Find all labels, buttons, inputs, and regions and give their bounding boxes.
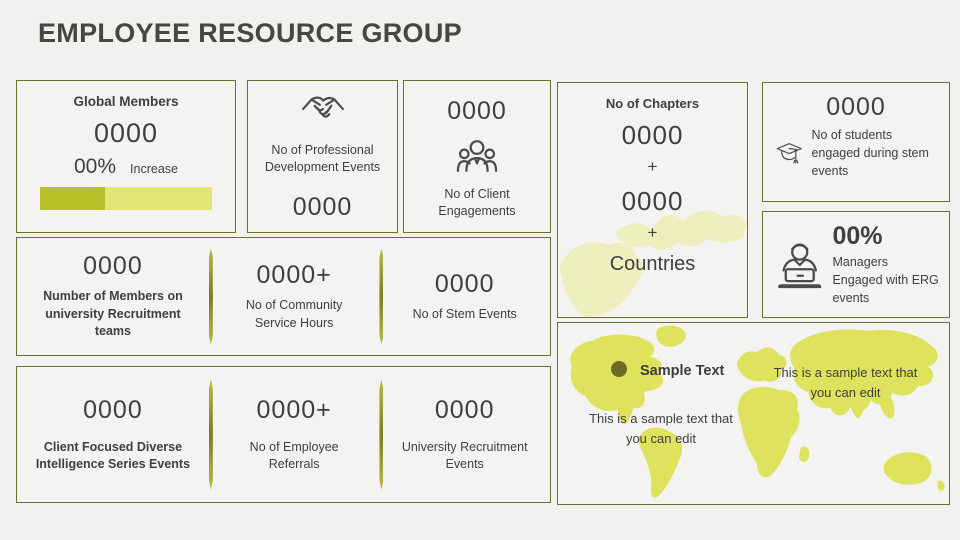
handshake-icon <box>300 95 346 125</box>
world-map-box <box>557 322 950 505</box>
progress-fill <box>40 187 105 210</box>
students-label: No of students engaged during stem events <box>811 128 929 179</box>
chapters-footer: Countries <box>609 253 696 275</box>
global-members-value: 0000 <box>93 118 159 148</box>
client-engagements-label: No of Client Engagements <box>438 187 516 219</box>
row3-value-1: 0000 <box>83 395 143 424</box>
page-title: EMPLOYEE RESOURCE GROUP <box>38 18 462 48</box>
row2-value-1: 0000 <box>83 252 143 281</box>
row3-label-2: No of Employee Referrals <box>249 439 339 471</box>
managers-box <box>762 211 950 318</box>
row3-cell-1 <box>17 396 209 474</box>
map-caption-right: This is a sample text that you can edit <box>773 365 918 400</box>
professional-development-label: No of Professional Development Events <box>264 143 381 174</box>
row2-cell-2 <box>209 261 380 332</box>
global-members-percent: 00% <box>74 155 117 178</box>
client-engagements-box <box>403 80 551 233</box>
professional-development-box <box>247 80 398 233</box>
row2-label-2: No of Community Service Hours <box>245 298 343 330</box>
chapters-plus-2: + <box>647 223 658 242</box>
row3-label-1: Client Focused Diverse Intelligence Series Events <box>35 439 191 471</box>
row2-cell-1 <box>17 252 209 341</box>
map-marker-dot <box>611 361 627 377</box>
professional-development-value: 0000 <box>292 193 353 221</box>
students-value: 0000 <box>826 93 886 121</box>
graduation-cap-icon <box>775 129 803 177</box>
row2-label-3: No of Stem Events <box>412 306 517 321</box>
students-box <box>762 82 950 202</box>
chapters-plus-1: + <box>647 157 658 176</box>
row2-cell-3 <box>379 270 550 324</box>
row2-value-3: 0000 <box>434 269 495 298</box>
row2-value-2: 0000+ <box>256 261 332 289</box>
divider <box>379 379 383 490</box>
row3-cell-3 <box>379 396 550 474</box>
divider <box>209 249 213 345</box>
map-caption-left: This is a sample text that you can edit <box>589 411 733 446</box>
client-engagements-value: 0000 <box>447 97 507 125</box>
chapters-box <box>557 82 748 318</box>
global-members-box <box>16 80 236 233</box>
chapters-value-2: 0000 <box>621 186 684 216</box>
manager-laptop-icon <box>775 239 824 291</box>
stats-row-3 <box>16 366 551 503</box>
chapters-heading: No of Chapters <box>605 96 700 111</box>
managers-value: 00% <box>832 221 883 250</box>
chapters-value-1: 0000 <box>621 120 684 150</box>
row3-cell-2 <box>209 396 380 474</box>
divider <box>209 379 213 490</box>
managers-label: Managers Engaged with ERG events <box>832 254 939 306</box>
global-members-heading: Global Members <box>73 94 179 109</box>
people-group-icon <box>455 138 499 174</box>
row2-label-1: Number of Members on university Recruitment teams <box>43 289 183 339</box>
row3-value-2: 0000+ <box>256 395 332 424</box>
progress-bar <box>40 187 212 210</box>
stats-row-2 <box>16 237 551 356</box>
map-marker-label: Sample Text <box>640 363 725 379</box>
row3-value-3: 0000 <box>434 395 495 424</box>
row3-label-3: University Recruitment Events <box>401 439 528 471</box>
divider <box>379 249 383 345</box>
global-members-percent-label: Increase <box>130 162 178 176</box>
